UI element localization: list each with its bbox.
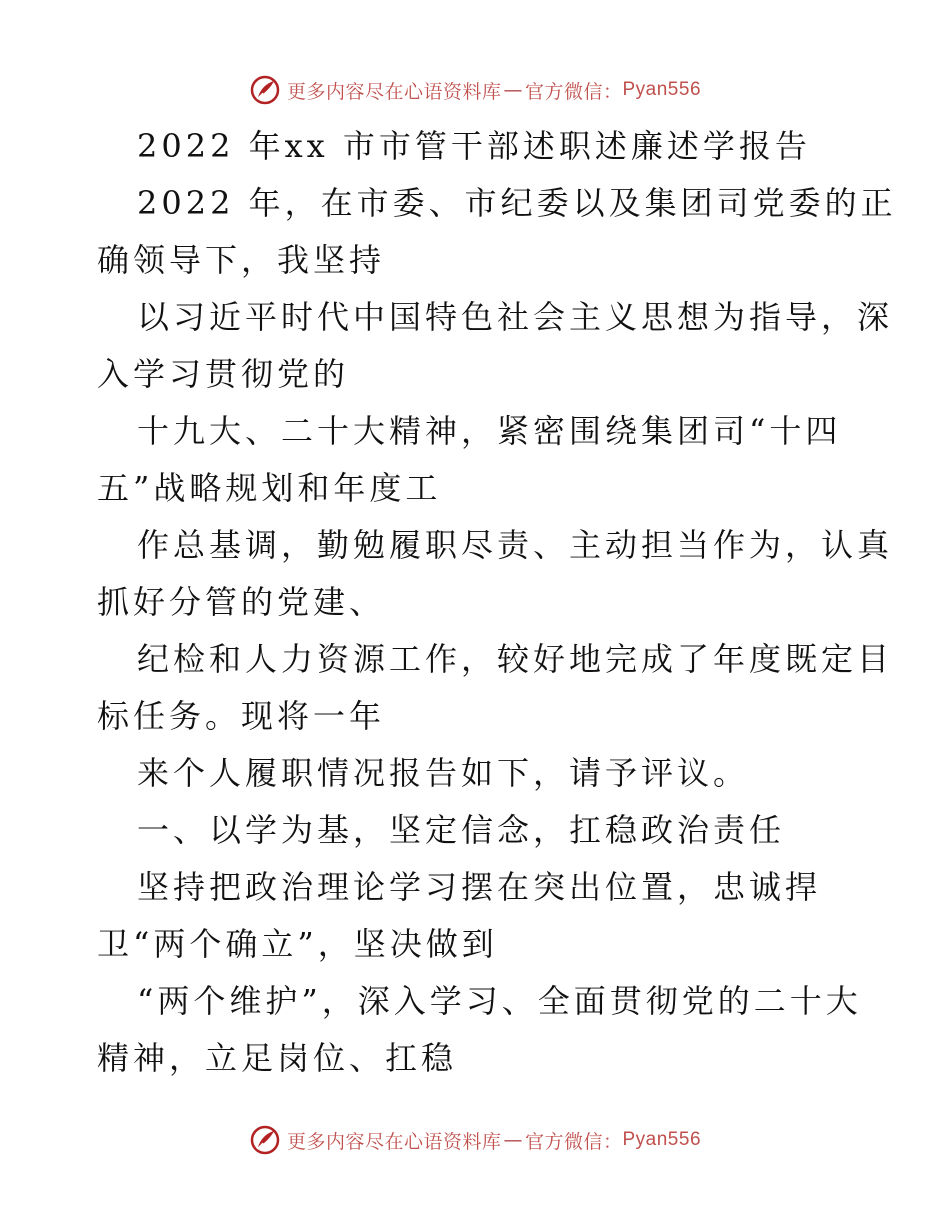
watermark-channel: 官方微信： — [524, 1130, 623, 1153]
text-line: 来个人履职情况报告如下，请予评议。 — [137, 754, 750, 792]
text-line: 2022 年，在市委、市纪委以及集团司党委的正 — [137, 184, 897, 222]
watermark-separator: — — [503, 1129, 523, 1151]
text-line: 以习近平时代中国特色社会主义思想为指导，深 — [137, 298, 894, 336]
text-line: 卫“两个确立”，坚决做到 — [97, 925, 498, 963]
text-line: 抓好分管的党建、 — [97, 583, 386, 621]
footer-watermark — [0, 1120, 950, 1160]
watermark-id: Pyan556 — [622, 79, 702, 100]
document-body — [97, 118, 897, 1087]
text-line: 十九大、二十大精神，紧密围绕集团司“十四 — [137, 412, 842, 450]
watermark-separator: — — [503, 79, 523, 101]
feather-pen-logo-icon — [249, 74, 281, 106]
document-title: 2022 年xx 市市管干部述职述廉述学报告 — [137, 127, 811, 165]
feather-pen-logo-icon — [249, 1124, 281, 1156]
watermark-text: 更多内容尽在心语资料库 — [286, 80, 502, 103]
header-watermark — [0, 70, 950, 110]
text-line: 纪检和人力资源工作，较好地完成了年度既定目 — [137, 640, 894, 678]
watermark-id: Pyan556 — [622, 1129, 702, 1150]
watermark-channel: 官方微信： — [524, 80, 623, 103]
text-line: 入学习贯彻党的 — [97, 355, 350, 393]
text-line: 标任务。现将一年 — [97, 697, 386, 735]
watermark-text: 更多内容尽在心语资料库 — [286, 1130, 502, 1153]
text-line: “两个维护”，深入学习、全面贯彻党的二十大 — [137, 982, 862, 1020]
text-line: 精神，立足岗位、扛稳 — [97, 1039, 458, 1077]
text-line: 五”战略规划和年度工 — [97, 469, 442, 507]
text-line: 坚持把政治理论学习摆在突出位置，忠诚捍 — [137, 868, 822, 906]
text-line: 确领导下，我坚持 — [97, 241, 386, 279]
text-line: 作总基调，勤勉履职尽责、主动担当作为，认真 — [137, 526, 894, 564]
text-line: 一、以学为基，坚定信念，扛稳政治责任 — [137, 811, 786, 849]
